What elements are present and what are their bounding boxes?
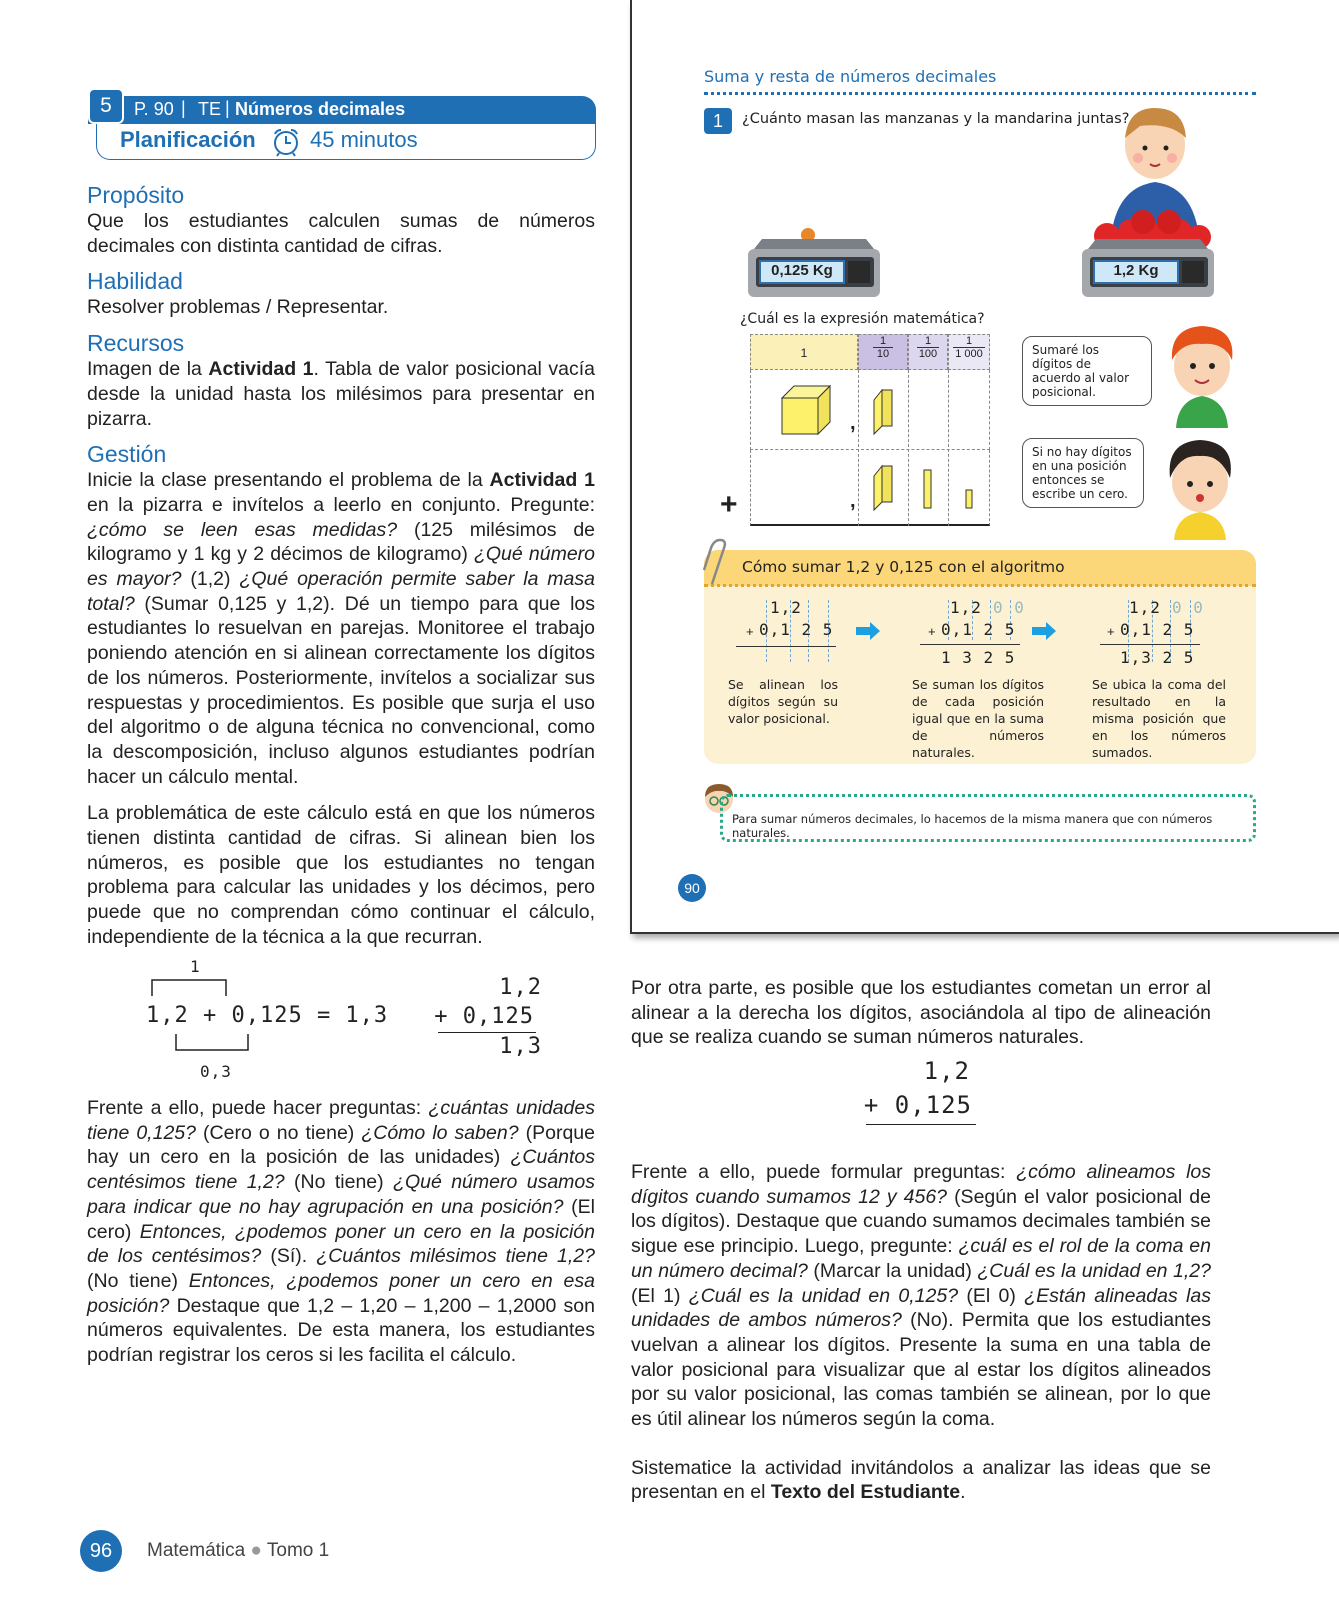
misaligned-b: + 0,125 [863, 1091, 972, 1119]
misaligned-line [866, 1124, 976, 1125]
place-value-table [750, 334, 990, 526]
arrow-right-icon [1030, 620, 1058, 642]
hundredth-bar-icon [922, 468, 934, 510]
header-thousandths: 1 1 000 [948, 334, 990, 370]
planning-header-bar [88, 96, 596, 124]
bracket-top [150, 978, 230, 998]
col-divider [908, 370, 909, 526]
question-number: 1 [704, 108, 732, 134]
vertical-result: 1,3 [499, 1034, 542, 1059]
paperclip-icon [702, 538, 732, 588]
page-ref: P. 90 [134, 99, 174, 119]
step3-a: 1,2 [1129, 598, 1161, 617]
arrow-right-icon [854, 620, 882, 642]
systematize-paragraph: Sistematice la actividad invitándolos a analizar las ideas que se presentan en el Texto del Estudiante. [631, 1456, 1211, 1504]
speech-bubble-2: Si no hay dígitos en una posición entonces se escribe un cero. [1022, 438, 1144, 508]
proposito-heading: Propósito [87, 182, 185, 208]
step1-a: 1,2 [770, 598, 802, 617]
gestion-text: Inicie la clase presentando el problema de la Actividad 1 en la pizarra e invítelos a leerlo en conjunto. Pregunte: ¿cómo se leen esas medidas? (125 milésimos de kilogramo y 1 kg y 2 décimos de kilogramo) ¿Qué número es mayor? (1,2) ¿Qué operación permite saber la masa total? (Sumar 0,125 y 1,2). Dé un tiempo para que los estudiantes lo resuelvan en parejas. Monitoree el trabajo poniendo atención en si alinean correctamente los dígitos de los números. Posteriormente, invítelos a socializar sus respuestas y procedimientos. Es posible que surja el uso del algoritmo o de alguna técnica no convencional, como la descomposición, incluso algunos estudiantes podrían hacer un cálculo mental. [87, 469, 596, 788]
habilidad-text: Resolver problemas / Representar. [87, 296, 389, 319]
plus-sign: + [720, 488, 738, 521]
right-column-bottom [631, 1160, 1211, 1505]
comma-row2: , [850, 490, 856, 512]
col-divider [948, 370, 949, 526]
planning-box [96, 124, 596, 160]
vertical-a: 1,2 [499, 975, 542, 1000]
separator: | [181, 98, 186, 118]
right-column-top [631, 976, 1211, 1050]
tenth-plate-icon [872, 388, 896, 436]
step3-caption: Se ubica la coma del resultado en la misma posición que en los números sumados. [1092, 677, 1226, 760]
expression-question: ¿Cuál es la expresión matemática? [740, 311, 985, 327]
alignment-error-paragraph: Por otra parte, es posible que los estudiantes cometan un error al alinear a la derecha los dígitos, asociándola al tipo de alineación que se realiza cuando se suman números naturales. [631, 977, 1211, 1049]
te-label: TE [198, 99, 222, 119]
misaligned-a: 1,2 [923, 1057, 970, 1085]
unit-cube-icon [780, 384, 832, 436]
title-underline [704, 92, 1256, 95]
sum-line [438, 1032, 536, 1033]
step3-b: 0,1 2 5 [1120, 620, 1195, 639]
page-number: 96 [80, 1530, 122, 1572]
recursos-text: Imagen de la Actividad 1. Tabla de valor posicional vacía desde la unidad hasta los milésimos para presentar en pizarra. [87, 358, 595, 430]
lesson-number: 5 [88, 88, 124, 124]
speech-bubble-1: Sumaré los dígitos de acuerdo al valor posicional. [1022, 336, 1152, 406]
calc-carry: 1 [190, 957, 201, 976]
step2-zeros: 0 0 [993, 598, 1025, 617]
habilidad-heading: Habilidad [87, 268, 183, 295]
step1-caption: Se alinean los dígitos según su valor posicional. [728, 677, 838, 726]
calc-partial: 0,3 [200, 1062, 232, 1081]
vertical-b: + 0,125 [434, 1004, 534, 1029]
step2-result: 1 3 2 5 [941, 648, 1016, 667]
step2-a: 1,2 [950, 598, 982, 617]
step2-b: 0,1 2 5 [941, 620, 1016, 639]
recursos-heading: Recursos [87, 330, 185, 357]
question-text: ¿Cuánto masan las manzanas y la mandarina juntas? [742, 111, 1130, 127]
conclusion-text: Para sumar números decimales, lo hacemos de la misma manera que con números naturales. [732, 812, 1213, 840]
alarm-clock-icon [270, 127, 302, 157]
problem-paragraph: La problemática de este cálculo está en que los números tienen distinta cantidad de cifras. Si alinean bien los números, es posible que los estudiantes no tengan problema para calcular las unidades y los décimos, pero puede que no comprendan cómo continuar el cálculo, independiente de la técnica a la que recurran. [87, 802, 595, 948]
step1-b: 0,1 2 5 [759, 620, 834, 639]
header-units: 1 [750, 334, 858, 370]
proposito-text: Que los estudiantes calculen sumas de números decimales con distinta cantidad de cifras. [87, 210, 595, 257]
planning-label: Planificación [120, 127, 256, 152]
header-hundredths: 1 100 [908, 334, 948, 370]
col-divider [858, 370, 859, 526]
left-column-top [87, 182, 595, 950]
topic-title: Números decimales [235, 99, 406, 119]
dark-hair-boy-illustration [1158, 434, 1242, 540]
textbook-page-number: 90 [678, 874, 706, 902]
step3-result: 1,3 2 5 [1120, 648, 1195, 667]
step3-zeros: 0 0 [1172, 598, 1204, 617]
scale2-reading: 1,2 Kg [1113, 262, 1159, 279]
questions-paragraph: Frente a ello, puede hacer preguntas: ¿cuántas unidades tiene 0,125? (Cero o no tiene) ¿Cómo lo saben? (Porque hay un cero en la posición de las unidades) ¿Cuántos centésimos tiene 1,2? (No tiene) ¿Qué número usamos para indicar que no hay agrupación en una posición? (El cero) Entonces, ¿podemos poner un cero en la posición de los centésimos? (Sí). ¿Cuántos milésimos tiene 1,2? (No tiene) Entonces, ¿podemos poner un cero en esa posición? Destaque que 1,2 – 1,20 – 1,200 – 1,2000 son números equivalentes. De esta manera, los estudiantes podrían registrar los ceros si les facilita el cálculo. [87, 1097, 595, 1367]
step1-plus: + [746, 624, 754, 639]
textbook-title: Suma y resta de números decimales [704, 67, 997, 86]
thousandth-cube-icon [964, 488, 974, 510]
bracket-bottom [174, 1032, 254, 1052]
student-textbook-page [630, 0, 1339, 934]
duration: 45 minutos [310, 127, 418, 152]
red-hair-boy-illustration [1162, 318, 1242, 428]
left-column-bottom [87, 1096, 595, 1368]
separator: | [225, 98, 230, 118]
header-tenths: 1 10 [858, 334, 908, 370]
algorithm-title: Cómo sumar 1,2 y 0,125 con el algoritmo [742, 558, 1065, 576]
step2-caption: Se suman los dígitos de cada posición igual que en la suma de números naturales. [912, 677, 1044, 760]
comma-row1: , [850, 412, 856, 434]
step3-plus: + [1107, 624, 1115, 639]
gestion-heading: Gestión [87, 441, 167, 468]
scale1-reading: 0,125 Kg [771, 262, 833, 279]
questions-paragraph-right: Frente a ello, puede formular preguntas: ¿cómo alineamos los dígitos cuando sumamos 12 y 456? (Según el valor posicional de los dígitos). Destaque que cuando sumamos decimales también se sigue ese principio. Luego, pregunte: ¿cuál es el rol de la coma en un número decimal? (Marcar la unidad) ¿Cuál es la unidad en 1,2? (El 1) ¿Cuál es la unidad en 0,125? (El 0) ¿Están alineadas las unidades de ambos números? (No). Permita que los estudiantes vuelvan a alinear los dígitos. Presente la suma en una tabla de valor posicional para visualizar que al estar los dígitos alineados por su valor posicional, las comas también se alinean, por lo que es útil alinear los números según la coma. [631, 1161, 1211, 1431]
calc-equation: 1,2 + 0,125 = 1,3 [146, 1003, 389, 1028]
row-2 [750, 450, 990, 526]
footer-book: Matemática ● Tomo 1 [147, 1540, 330, 1561]
tenth-plate-icon [872, 464, 896, 512]
step2-plus: + [928, 624, 936, 639]
